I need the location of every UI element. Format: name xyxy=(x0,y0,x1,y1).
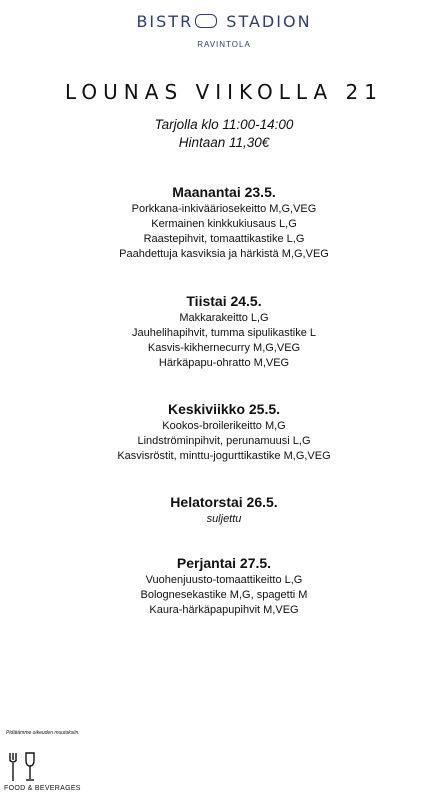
day-title: Perjantai 27.5. xyxy=(176,555,272,571)
dish-item: Kaura-härkäpapupihvit M,VEG xyxy=(149,604,299,616)
day-title: Maanantai 23.5. xyxy=(172,184,276,200)
logo-o-icon xyxy=(195,14,217,28)
logo xyxy=(0,12,448,31)
price: Hintaan 11,30€ xyxy=(178,135,270,150)
logo-text-left: BISTR xyxy=(136,12,194,31)
page-title: LOUNAS VIIKOLLA 21 xyxy=(65,80,383,104)
day-tuesday xyxy=(0,292,448,371)
dish-item: Kookos-broilerikeitto M,G xyxy=(162,420,286,432)
day-title: Helatorstai 26.5. xyxy=(170,494,278,510)
dish-item: Makkarakeitto L,G xyxy=(179,312,269,324)
day-title: Tiistai 24.5. xyxy=(186,293,262,309)
day-friday xyxy=(0,554,448,618)
dish-item: Vuohenjuusto-tomaattikeitto L,G xyxy=(145,574,303,586)
logo-subtitle: RAVINTOLA xyxy=(197,40,251,49)
serving-time: Tarjolla klo 11:00-14:00 xyxy=(154,117,294,132)
day-wednesday xyxy=(0,400,448,464)
dish-item: Paahdettuja kasviksia ja härkistä M,G,VEG xyxy=(119,248,329,260)
logo-text-right: STADION xyxy=(226,12,312,31)
dish-item: Kasvisröstit, minttu-jogurttikastike M,G,VEG xyxy=(117,450,331,462)
dish-item: Lindströminpihvit, perunamuusi L,G xyxy=(137,435,311,447)
serving-info xyxy=(0,116,448,152)
day-monday xyxy=(0,183,448,262)
closed-note: suljettu xyxy=(206,513,242,525)
disclaimer: Pidätämme oikeuden muutoksiin. xyxy=(6,730,80,736)
dish-item: Raastepihvit, tomaattikastike L,G xyxy=(143,233,305,245)
day-thursday xyxy=(0,493,448,527)
dish-item: Härkäpapu-ohratto M,VEG xyxy=(158,357,290,369)
fork-glass-icon xyxy=(6,752,40,787)
footer-label: FOOD & BEVERAGES xyxy=(4,785,81,792)
dish-item: Porkkana-inkivääriosekeitto M,G,VEG xyxy=(131,203,317,215)
dish-item: Jauhelihapihvit, tumma sipulikastike L xyxy=(131,327,317,339)
day-title: Keskiviikko 25.5. xyxy=(167,401,281,417)
dish-item: Kermainen kinkkukiusaus L,G xyxy=(151,218,297,230)
dish-item: Bolognesekastike M,G, spagetti M xyxy=(140,589,308,601)
dish-item: Kasvis-kikhernecurry M,G,VEG xyxy=(147,342,301,354)
